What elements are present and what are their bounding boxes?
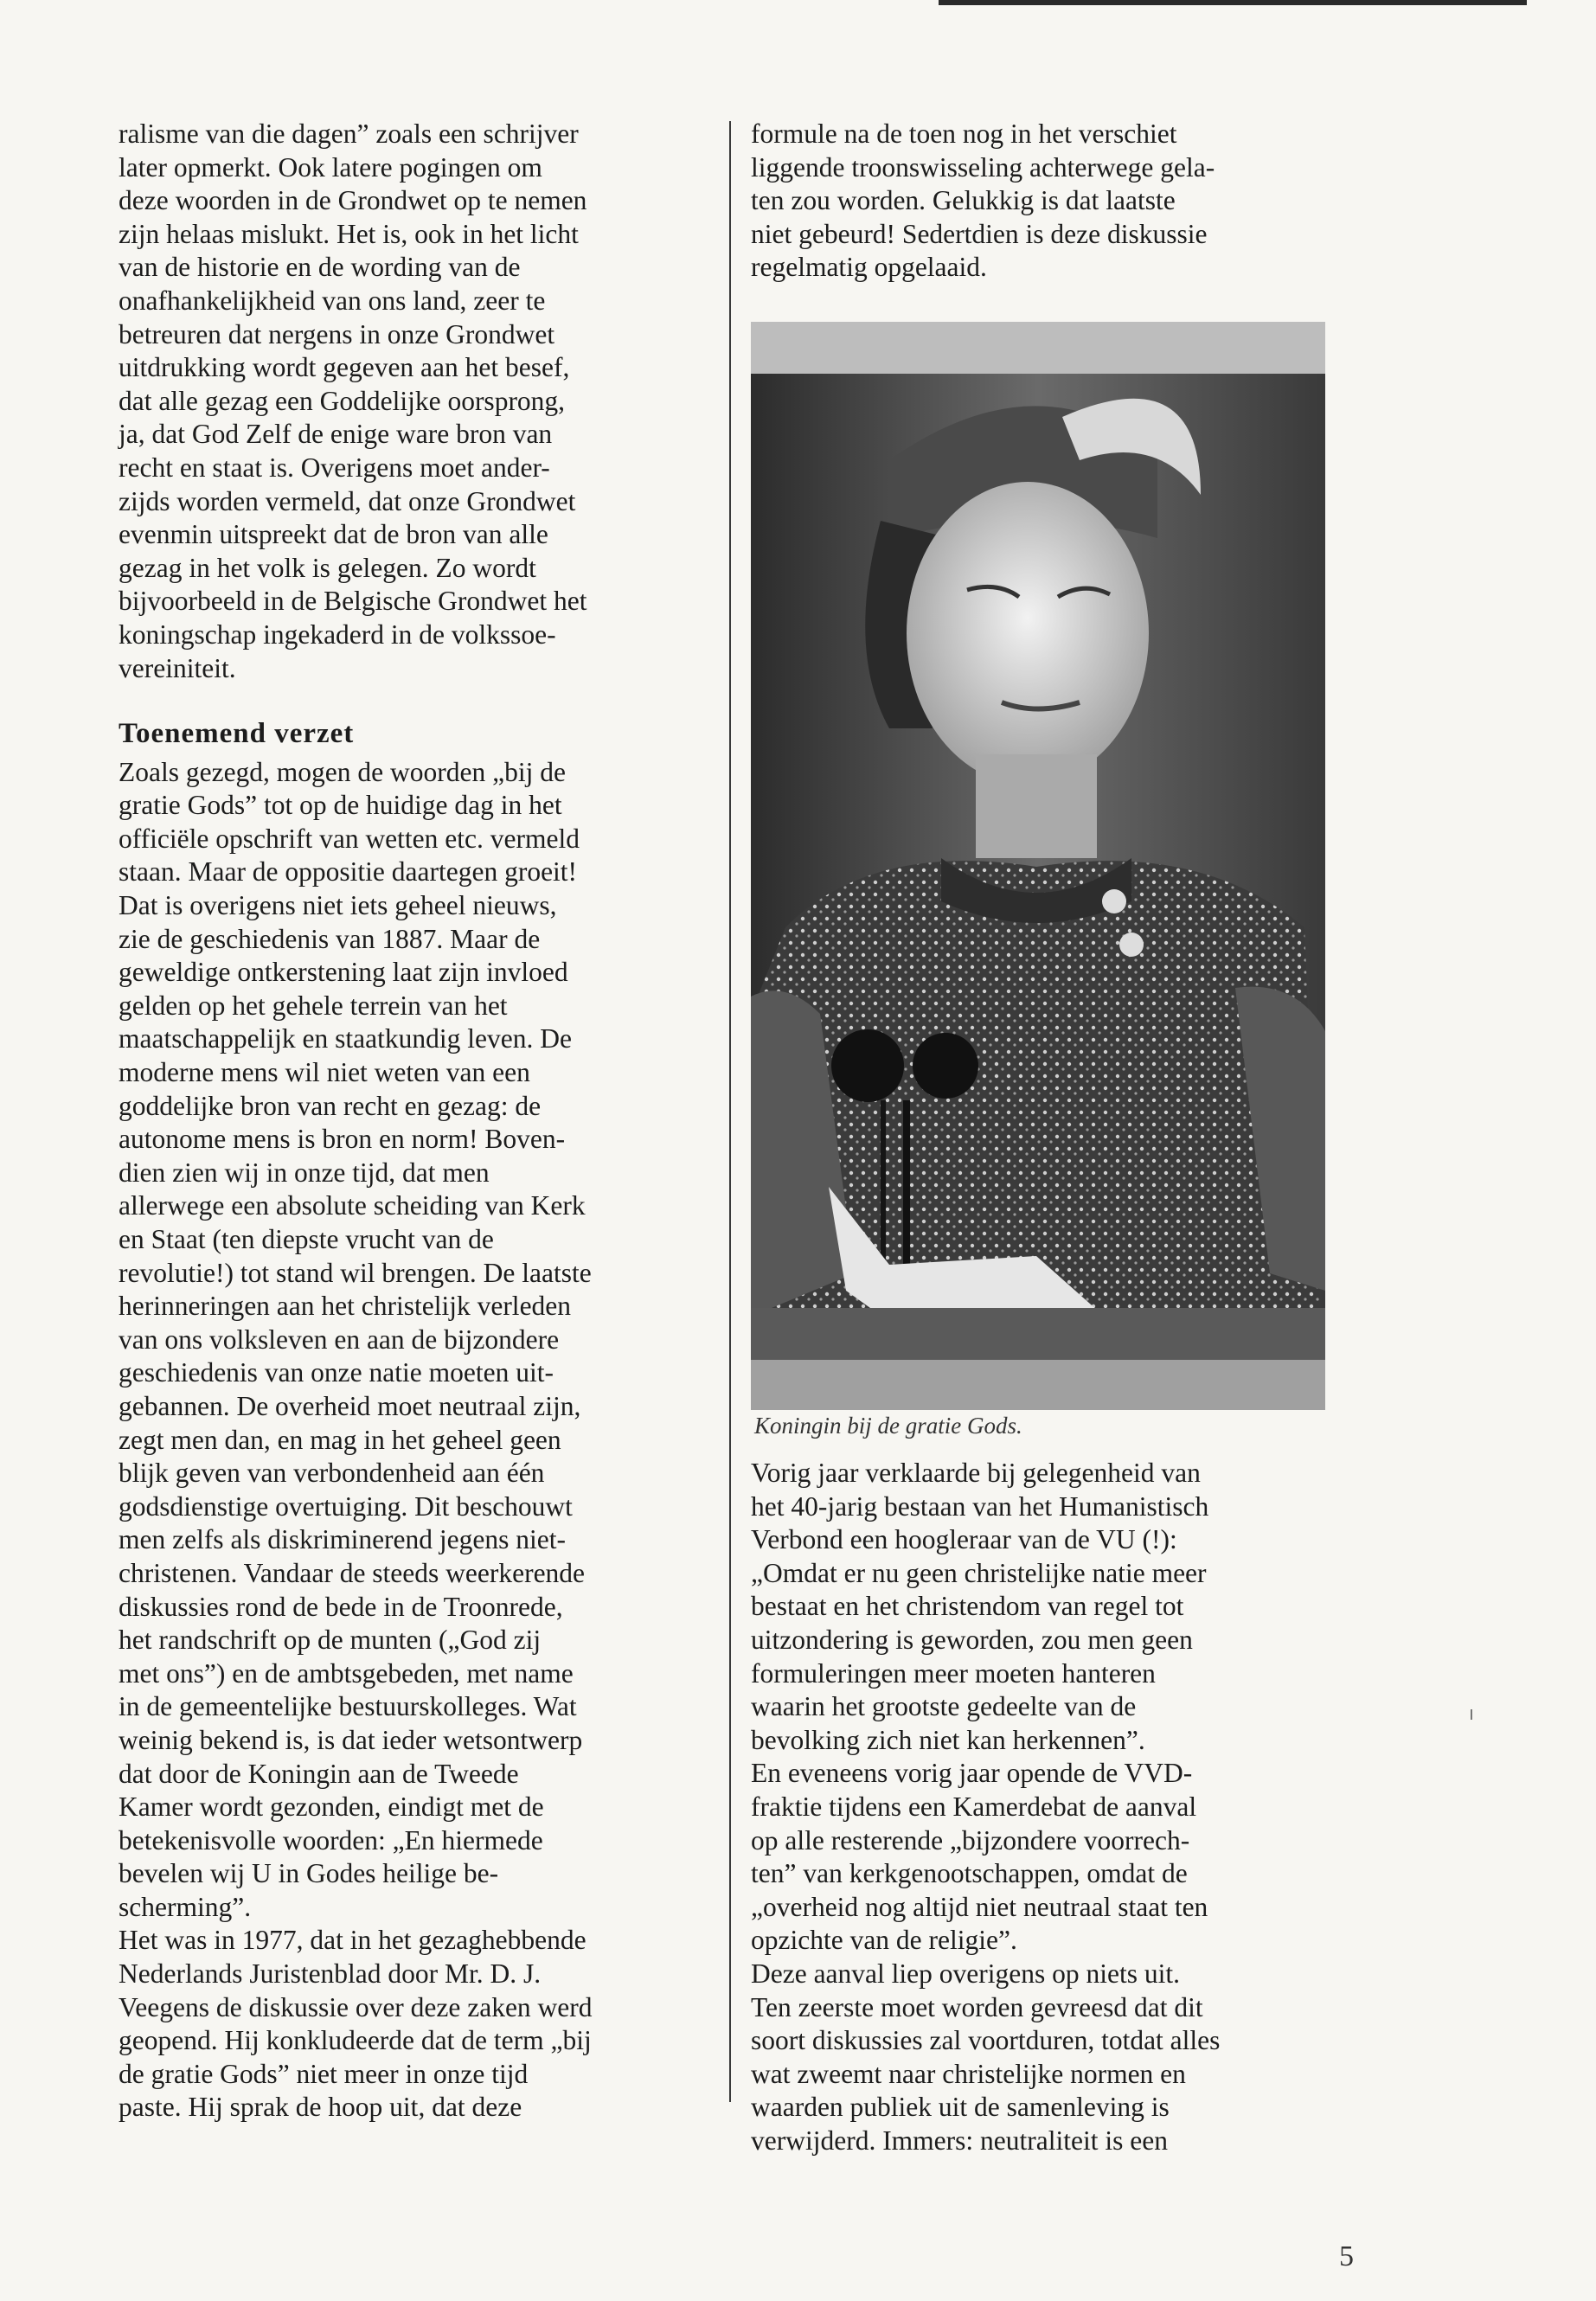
text-line: van ons volksleven en aan de bijzondere xyxy=(119,1324,560,1355)
text-line: herinneringen aan het christelijk verleden xyxy=(119,1291,572,1322)
text-line: evenmin uitspreekt dat de bron van alle xyxy=(119,519,548,550)
text-line: deze woorden in de Grondwet op te nemen xyxy=(119,185,587,216)
text-line: En eveneens vorig jaar opende de VVD- xyxy=(751,1758,1193,1789)
text-line: Nederlands Juristenblad door Mr. D. J. xyxy=(119,1958,542,1990)
text-line: gratie Gods” tot op de huidige dag in het xyxy=(119,790,562,821)
text-line: Zoals gezegd, mogen de woorden „bij de xyxy=(119,756,566,787)
text-line: op alle resterende „bijzondere voorrech- xyxy=(751,1824,1190,1856)
text-line: Ten zeerste moet worden gevreesd dat dit xyxy=(751,1991,1203,2022)
text-line: onafhankelijkheid van ons land, zeer te xyxy=(119,285,546,316)
text-line: ralisme van die dagen” zoals een schrijver xyxy=(119,119,579,149)
top-rule xyxy=(939,0,1527,5)
text-line: dat alle gezag een Goddelijke oorsprong, xyxy=(119,385,566,416)
text-line: Verbond een hoogleraar van de VU (!): xyxy=(751,1524,1177,1555)
text-line: later opmerkt. Ook latere pogingen om xyxy=(119,151,542,183)
text-line: uitdrukking wordt gegeven aan het besef, xyxy=(119,352,570,383)
right-column xyxy=(751,118,1339,285)
text-line: weinig bekend is, is dat ieder wetsontwerp xyxy=(119,1724,583,1755)
text-line: het randschrift op de munten („God zij xyxy=(119,1625,542,1656)
text-line: Veegens de diskussie over deze zaken werd xyxy=(119,1991,593,2022)
text-line: en Staat (ten diepste vrucht van de xyxy=(119,1224,494,1254)
text-line: wat zweemt naar christelijke normen en xyxy=(751,2058,1186,2089)
page-number: 5 xyxy=(1339,2240,1354,2272)
text-line: bevelen wij U in Godes heilige be- xyxy=(119,1858,499,1889)
text-line: geweldige ontkerstening laat zijn invloed xyxy=(119,957,568,988)
text-line: ten” van kerkgenootschappen, omdat de xyxy=(751,1858,1188,1889)
left-column xyxy=(119,118,672,2125)
text-line: men zelfs als diskriminerend jegens niet- xyxy=(119,1524,566,1555)
text-line: diskussies rond de bede in de Troonrede, xyxy=(119,1591,563,1622)
photo-caption: Koningin bij de gratie Gods. xyxy=(754,1413,1022,1439)
text-line: bevolking zich niet kan herkennen”. xyxy=(751,1724,1145,1755)
text-line: waarin het grootste gedeelte van de xyxy=(751,1691,1137,1722)
text-line: de gratie Gods” niet meer in onze tijd xyxy=(119,2058,529,2089)
right-paragraph-2 xyxy=(751,1457,1339,2157)
text-line: zie de geschiedenis van 1887. Maar de xyxy=(119,923,541,954)
text-line: bestaat en het christendom van regel tot xyxy=(751,1591,1184,1622)
text-line: formule na de toen nog in het verschiet xyxy=(751,119,1177,149)
text-line: waarden publiek uit de samenleving is xyxy=(751,2092,1170,2123)
text-line: bijvoorbeeld in de Belgische Grondwet het xyxy=(119,586,587,617)
photo-queen-at-microphones xyxy=(751,322,1325,1410)
text-line: gezag in het volk is gelegen. Zo wordt xyxy=(119,552,536,583)
text-line: met ons”) en de ambtsgebeden, met name xyxy=(119,1657,574,1689)
text-line: recht en staat is. Overigens moet ander- xyxy=(119,452,550,483)
text-line: staan. Maar de oppositie daartegen groeit! xyxy=(119,856,578,888)
text-line: gebannen. De overheid moet neutraal zijn, xyxy=(119,1390,581,1421)
text-line: blijk geven van verbondenheid aan één xyxy=(119,1458,545,1489)
text-line: opzichte van de religie”. xyxy=(751,1925,1017,1956)
text-line: gelden op het gehele terrein van het xyxy=(119,990,508,1021)
text-line: soort diskussies zal voortduren, totdat alles xyxy=(751,2025,1221,2056)
text-line: uitzondering is geworden, zou men geen xyxy=(751,1624,1193,1655)
text-line: liggende troonswisseling achterwege gela- xyxy=(751,151,1215,183)
text-line: niet gebeurd! Sedertdien is deze diskussie xyxy=(751,218,1208,249)
text-line: moderne mens wil niet weten van een xyxy=(119,1057,530,1088)
column-divider xyxy=(729,121,731,2102)
text-line: Het was in 1977, dat in het gezaghebbende xyxy=(119,1925,586,1956)
left-paragraph-1 xyxy=(119,118,672,685)
section-heading: Toenemend verzet xyxy=(119,718,355,750)
text-line: zijn helaas mislukt. Het is, ook in het licht xyxy=(119,218,579,249)
text-line: godsdienstige overtuiging. Dit beschouwt xyxy=(119,1490,573,1522)
text-line: autonome mens is bron en norm! Boven- xyxy=(119,1124,566,1155)
text-line: geschiedenis van onze natie moeten uit- xyxy=(119,1357,554,1388)
left-paragraph-2 xyxy=(119,756,672,2125)
text-line: Kamer wordt gezonden, eindigt met de xyxy=(119,1791,544,1823)
text-line: koningschap ingekaderd in de volkssoe- xyxy=(119,619,556,650)
text-line: van de historie en de wording van de xyxy=(119,252,521,283)
text-line: zijds worden vermeld, dat onze Grondwet xyxy=(119,485,576,516)
right-column-lower xyxy=(751,1457,1339,2157)
text-line: revolutie!) tot stand wil brengen. De laatste xyxy=(119,1257,592,1288)
right-paragraph-1 xyxy=(751,118,1339,285)
text-line: fraktie tijdens een Kamerdebat de aanval xyxy=(751,1791,1197,1822)
text-line: formuleringen meer moeten hanteren xyxy=(751,1657,1156,1689)
text-line: ja, dat God Zelf de enige ware bron van xyxy=(119,419,553,450)
text-line: dien zien wij in onze tijd, dat men xyxy=(119,1157,490,1188)
text-line: paste. Hij sprak de hoop uit, dat deze xyxy=(119,2092,522,2123)
text-line: Vorig jaar verklaarde bij gelegenheid van xyxy=(751,1458,1201,1488)
text-line: verwijderd. Immers: neutraliteit is een xyxy=(751,2125,1168,2156)
text-line: christenen. Vandaar de steeds weerkerende xyxy=(119,1557,586,1588)
text-line: „overheid nog altijd niet neutraal staat ten xyxy=(751,1891,1208,1922)
text-line: het 40-jarig bestaan van het Humanistisch xyxy=(751,1490,1209,1522)
text-line: betekenisvolle woorden: „En hiermede xyxy=(119,1824,543,1856)
text-line: betreuren dat nergens in onze Grondwet xyxy=(119,318,555,349)
text-line: allerwege een absolute scheiding van Kerk xyxy=(119,1190,586,1221)
text-line: scherming”. xyxy=(119,1891,252,1922)
text-line: goddelijke bron van recht en gezag: de xyxy=(119,1090,542,1121)
scan-speck xyxy=(1471,1709,1472,1720)
text-line: Dat is overigens niet iets geheel nieuws, xyxy=(119,890,557,921)
text-line: Deze aanval liep overigens op niets uit. xyxy=(751,1958,1180,1989)
photo-illustration xyxy=(751,322,1325,1410)
text-line: dat door de Koningin aan de Tweede xyxy=(119,1758,519,1789)
text-line: officiële opschrift van wetten etc. vermeld xyxy=(119,823,580,854)
text-line: vereiniteit. xyxy=(119,652,236,683)
text-line: ten zou worden. Gelukkig is dat laatste xyxy=(751,185,1176,216)
text-line: zegt men dan, en mag in het geheel geen xyxy=(119,1424,561,1455)
text-line: regelmatig opgelaaid. xyxy=(751,252,987,283)
text-line: in de gemeentelijke bestuurskolleges. Wat xyxy=(119,1691,577,1722)
text-line: geopend. Hij konkludeerde dat de term „bij xyxy=(119,2025,592,2056)
text-line: maatschappelijk en staatkundig leven. De xyxy=(119,1023,572,1054)
text-line: „Omdat er nu geen christelijke natie meer xyxy=(751,1557,1207,1588)
